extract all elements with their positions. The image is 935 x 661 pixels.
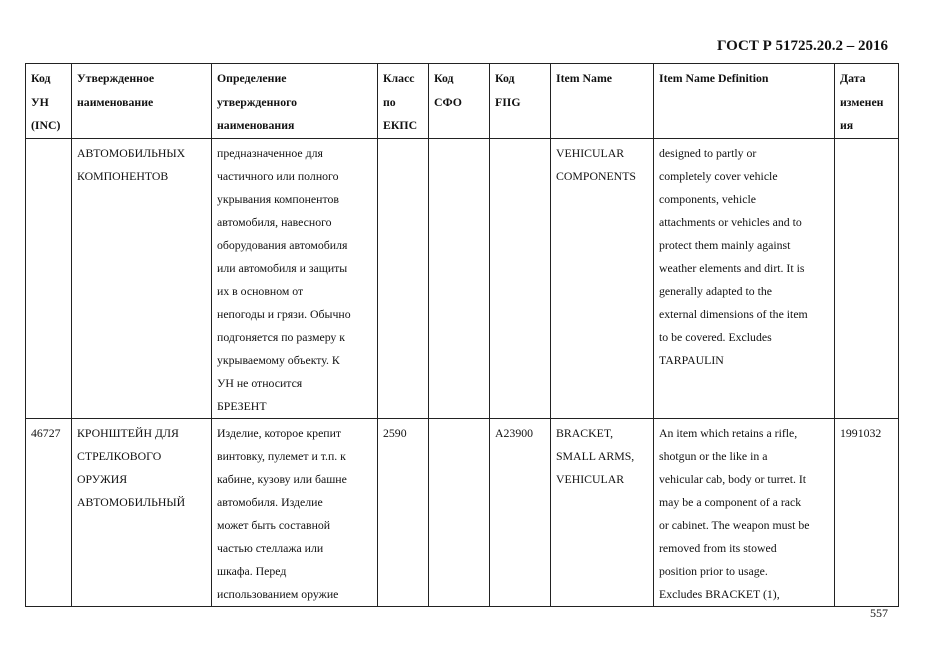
col-header-definition: Определение утвержденного наименования <box>212 64 378 139</box>
cell-definition: Изделие, которое крепит винтовку, пулемет и т.п. к кабине, кузову или башне автомобиля. Изделие может быть составной частью стеллажа или шкафа. Перед использованием оружие <box>212 418 378 606</box>
cell-item-definition: designed to partly or completely cover vehicle components, vehicle attachments or vehicles and to protect them mainly against weather elements and dirt. It is generally adapted to the external dimensions of the item to be covered. Excludes TARPAULIN <box>654 138 835 418</box>
col-header-inc: Код УН (INC) <box>26 64 72 139</box>
cell-item-definition: An item which retains a rifle, shotgun or the like in a vehicular cab, body or turret. It may be a component of a rack or cabinet. The weapon must be removed from its stowed position prior to usage. Excludes BRACKET (1), <box>654 418 835 606</box>
page-number: 557 <box>870 606 888 620</box>
table-row <box>26 418 899 606</box>
cell-sfo <box>429 138 490 418</box>
cell-fiig <box>490 138 551 418</box>
col-header-item-name: Item Name <box>551 64 654 139</box>
col-header-sfo: Код СФО <box>429 64 490 139</box>
cell-approved-name: КРОНШТЕЙН ДЛЯ СТРЕЛКОВОГО ОРУЖИЯ АВТОМОБИЛЬНЫЙ <box>72 418 212 606</box>
cell-inc <box>26 138 72 418</box>
nomenclature-table <box>25 63 899 607</box>
cell-sfo <box>429 418 490 606</box>
table-header-row <box>26 64 899 139</box>
table-row <box>26 138 899 418</box>
col-header-class: Класс по ЕКПС <box>378 64 429 139</box>
cell-inc: 46727 <box>26 418 72 606</box>
cell-class <box>378 138 429 418</box>
col-header-approved-name: Утвержденное наименование <box>72 64 212 139</box>
cell-item-name: VEHICULAR COMPONENTS <box>551 138 654 418</box>
cell-definition: предназначенное для частичного или полного укрывания компонентов автомобиля, навесного оборудования автомобиля или автомобиля и защиты их в основном от непогоды и грязи. Обычно подгоняется по размеру к укрываемому объекту. К УН не относится БРЕЗЕНТ <box>212 138 378 418</box>
document-standard-title: ГОСТ Р 51725.20.2 – 2016 <box>716 38 888 54</box>
col-header-fiig: Код FIIG <box>490 64 551 139</box>
cell-change-date <box>835 138 899 418</box>
cell-item-name: BRACKET, SMALL ARMS, VEHICULAR <box>551 418 654 606</box>
cell-approved-name: АВТОМОБИЛЬНЫХ КОМПОНЕНТОВ <box>72 138 212 418</box>
cell-change-date: 1991032 <box>835 418 899 606</box>
col-header-item-definition: Item Name Definition <box>654 64 835 139</box>
col-header-change-date: Дата изменен ия <box>835 64 899 139</box>
cell-class: 2590 <box>378 418 429 606</box>
cell-fiig: A23900 <box>490 418 551 606</box>
